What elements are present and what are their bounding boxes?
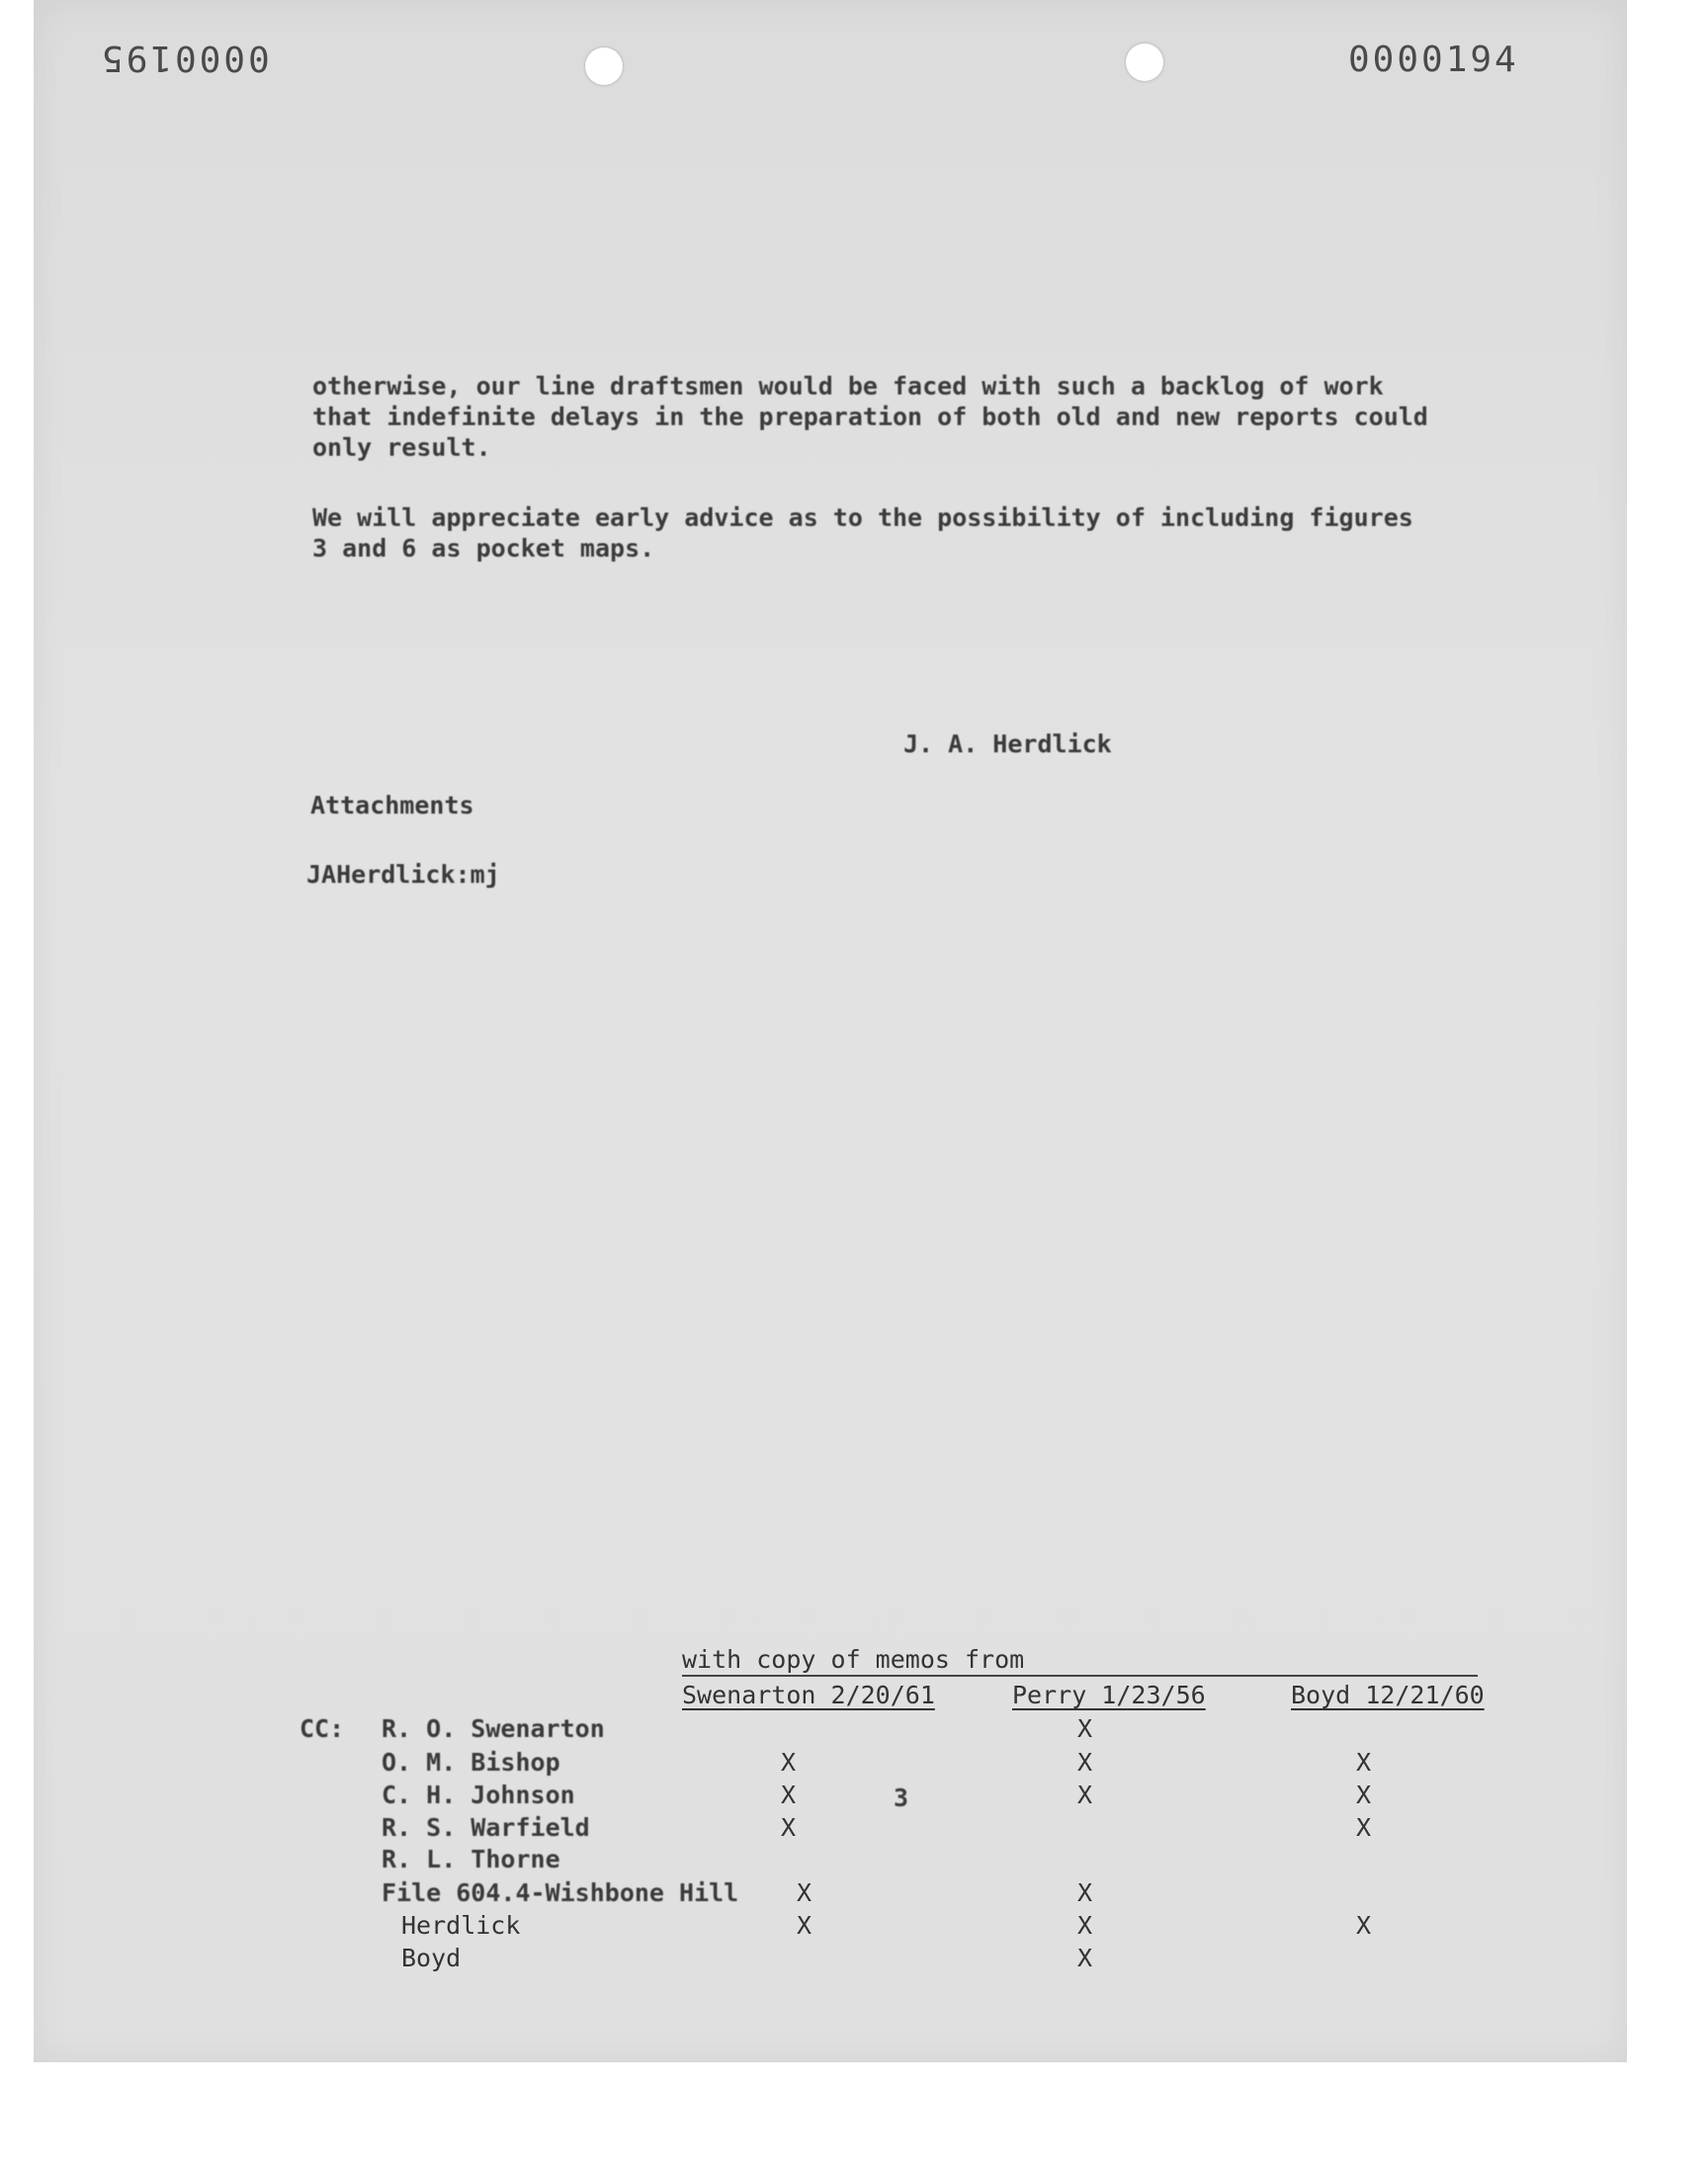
copy-mark: X: [1077, 1781, 1093, 1809]
copy-mark: X: [1077, 1714, 1093, 1743]
distribution-row: [0, 1813, 1708, 1845]
copy-mark: X: [797, 1911, 812, 1940]
signature-name: J. A. Herdlick: [903, 730, 1112, 758]
recipient-name: File 604.4-Wishbone Hill: [382, 1878, 739, 1907]
copy-mark: X: [1356, 1748, 1372, 1777]
column-header: Swenarton 2/20/61: [682, 1681, 935, 1709]
copy-mark: X: [1077, 1944, 1093, 1972]
page-stamp-right: 0000194: [1348, 40, 1519, 80]
page-stamp-left: 0000195: [99, 38, 270, 78]
distribution-row: [0, 1878, 1708, 1910]
copy-mark: X: [1356, 1781, 1372, 1809]
recipient-name: C. H. Johnson: [382, 1781, 575, 1809]
recipient-name: Boyd: [401, 1944, 462, 1972]
column-header: Perry 1/23/56: [1012, 1681, 1206, 1709]
copy-mark: X: [781, 1748, 797, 1777]
punch-hole: [1126, 44, 1163, 81]
distribution-row: [0, 1944, 1708, 1975]
copy-mark: X: [781, 1781, 797, 1809]
distribution-row: [0, 1748, 1708, 1780]
recipient-name: R. L. Thorne: [382, 1845, 560, 1873]
copy-mark: X: [797, 1878, 812, 1907]
recipient-name: R. O. Swenarton: [382, 1714, 605, 1743]
page-margin: [0, 2088, 1708, 2175]
distribution-row: [0, 1845, 1708, 1876]
distribution-row: [0, 1911, 1708, 1943]
typist-initials: JAHerdlick:mj: [306, 860, 500, 889]
attachments-label: Attachments: [310, 791, 474, 820]
distribution-row: [0, 1781, 1708, 1812]
column-header: Boyd 12/21/60: [1291, 1681, 1485, 1709]
copy-mark: X: [1356, 1911, 1372, 1940]
body-paragraph: otherwise, our line draftsmen would be faced with such a backlog of work that indefinite delays in the preparation of both old and new reports could only result.: [312, 372, 1428, 462]
distribution-header: with copy of memos from: [682, 1645, 1025, 1674]
recipient-name: R. S. Warfield: [382, 1813, 590, 1842]
cc-label: CC:: [299, 1714, 345, 1743]
copy-mark: X: [1077, 1878, 1093, 1907]
body-paragraph: We will appreciate early advice as to the possibility of including figures 3 and 6 as pocket maps.: [312, 503, 1413, 563]
recipient-name: O. M. Bishop: [382, 1748, 560, 1777]
copy-mark: X: [1356, 1813, 1372, 1842]
divider: [682, 1675, 1478, 1677]
copy-mark: X: [781, 1813, 797, 1842]
copy-mark: X: [1077, 1748, 1093, 1777]
copy-mark: X: [1077, 1911, 1093, 1940]
distribution-row: [0, 1714, 1708, 1746]
recipient-name: Herdlick: [401, 1911, 521, 1940]
punch-hole: [585, 47, 623, 85]
page-number: 3: [894, 1784, 909, 1812]
